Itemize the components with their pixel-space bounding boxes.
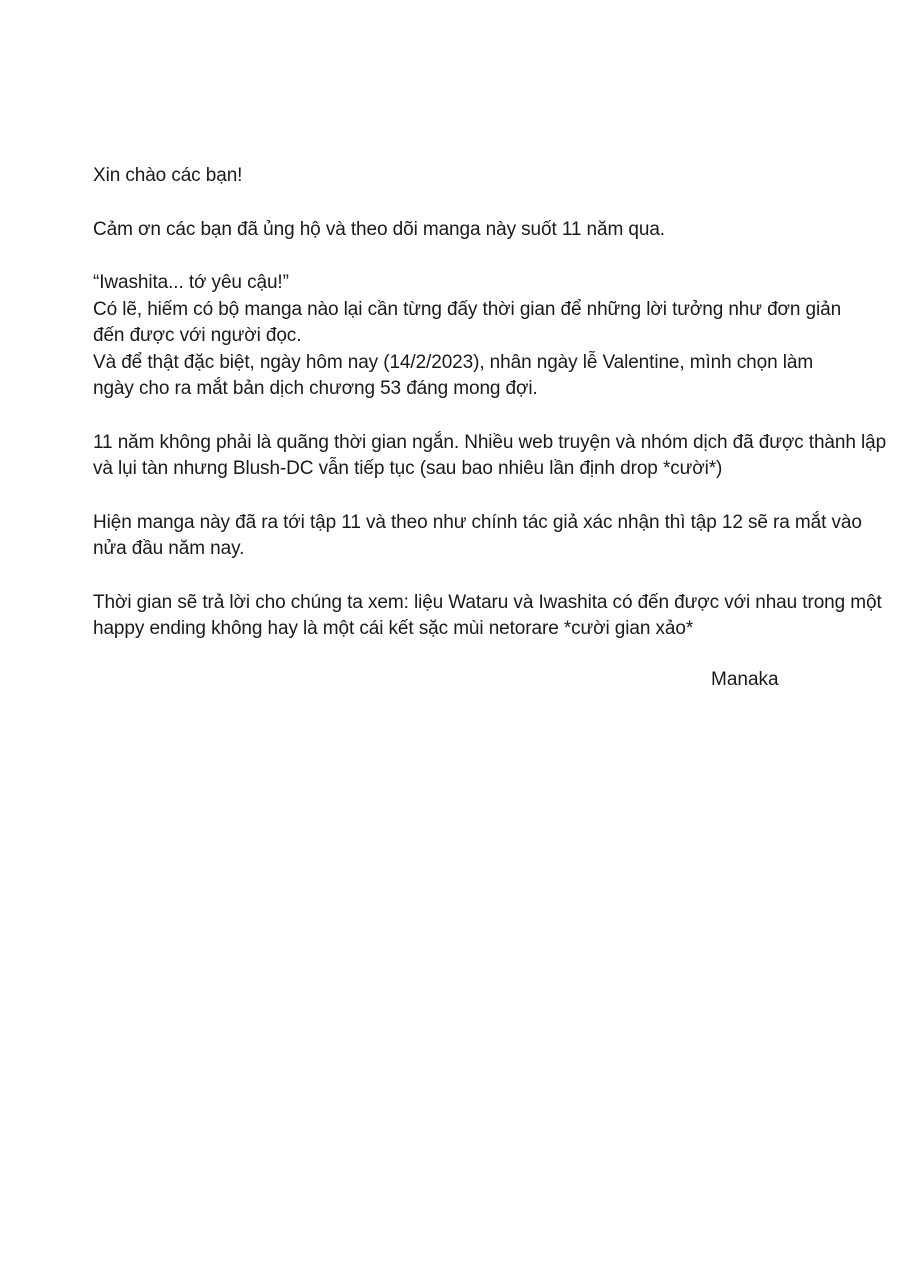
paragraph-line: Hiện manga này đã ra tới tập 11 và theo như chính tác giả xác nhận thì tập 12 sẽ ra mắt vào xyxy=(93,511,862,533)
closing-paragraph xyxy=(93,590,893,643)
greeting-line: Xin chào các bạn! xyxy=(93,165,243,186)
letter-body xyxy=(93,163,893,670)
greeting-paragraph xyxy=(93,163,893,190)
paragraph-line: Có lẽ, hiếm có bộ manga nào lại cần từng đấy thời gian để những lời tưởng như đơn giản xyxy=(93,298,842,320)
paragraph-line: Và để thật đặc biệt, ngày hôm nay (14/2/2023), nhân ngày lễ Valentine, mình chọn làm xyxy=(93,351,814,373)
paragraph-line: Thời gian sẽ trả lời cho chúng ta xem: liệu Wataru và Iwashita có đến được với nhau trong một xyxy=(93,591,882,613)
volume-paragraph xyxy=(93,510,893,563)
history-paragraph xyxy=(93,430,893,483)
quote-line: “Iwashita... tớ yêu cậu!” xyxy=(93,272,289,293)
thanks-line: Cảm ơn các bạn đã ủng hộ và theo dõi manga này suốt 11 năm qua. xyxy=(93,218,665,240)
signature: Manaka xyxy=(711,669,779,690)
paragraph-line: ngày cho ra mắt bản dịch chương 53 đáng mong đợi. xyxy=(93,378,538,399)
thanks-paragraph xyxy=(93,217,893,244)
paragraph-line: 11 năm không phải là quãng thời gian ngắn. Nhiều web truyện và nhóm dịch đã được thành lập xyxy=(93,431,887,453)
paragraph-line: nửa đầu năm nay. xyxy=(93,538,245,559)
paragraph-line: và lụi tàn nhưng Blush-DC vẫn tiếp tục (sau bao nhiêu lần định drop *cười*) xyxy=(93,458,723,479)
paragraph-line: đến được với người đọc. xyxy=(93,325,302,346)
paragraph-line: happy ending không hay là một cái kết sặc mùi netorare *cười gian xảo* xyxy=(93,618,694,639)
valentine-paragraph xyxy=(93,270,893,403)
